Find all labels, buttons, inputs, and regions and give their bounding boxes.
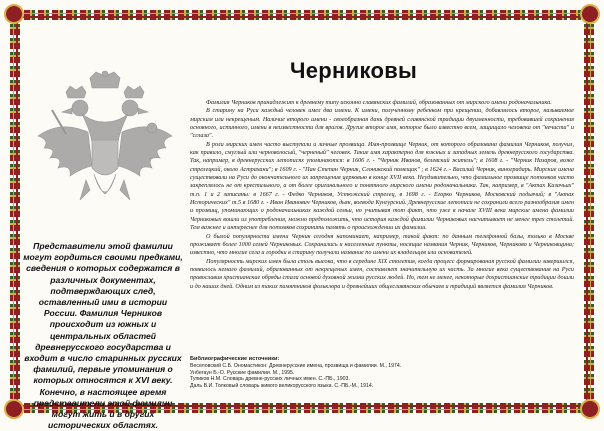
double-headed-eagle-emblem-icon [30,70,180,240]
body-paragraph: В роли мирских имен часто выступали и личные прозвища. Имя-прозвище Черник, от которого образована фамилия Черников, получил, как правило, смуглый или черноволосый, "черненый" человек. Такие имя характерно для южных и западных земель древнерусского государства. Так, например, в древнерусских летописях упоминаются: в 1606 г. - "Черник Иванов, белевский житель"; в 1608 г. - "Черник Назаров, воже стрелецкий, около Астрахани"; в 1609 г. - "Пан Степан Черник, Слоникский помещик" ; в 1624 г. - Василий Черник, виноградарь. Мирские имена существовали на Руси до окончательного их запрещения церковью в конце XVII века. Неудивительно, что фамильное прозвище потомков часто закреплялось не от крестильного, а от более оригинального и понятного мирского имени родоначальника. Так, например, в "Актах Казачьих" т.п. 1 и 2 записаны: в 1667 г. - Федко Черников, Устюжский стрелец, в 1698 г. - Егорко Черников, Московский подьячий; в "Актах Исторических" т.5 в 1680 г. - Иван Иванович Черников, дьяк, воевода Кунгурский. Древнерусские летописи не сохранили всего разнообразия имен и прозвищ, упоминающих о родоначальниках каждой семьи, но учитывая тот факт, что уже в начале XVIII века мирские имена фамилии Черниковых вошли из употребления, можно предположить, что история каждой фамилии Черниковых насчитывает не менее трех столетий. Тем важнее и интереснее для потомков сохранить память о происхождении их фамилии. [190,141,574,232]
bibliography-heading: Библиографические источники: [190,356,280,362]
body-paragraph: Фамилия Черников принадлежит к древнему типу исконно славянских фамилий, образованных от мирского имени родоначальника. [206,100,552,106]
corner-ornament [4,4,24,24]
corner-ornament [580,399,600,419]
body-paragraph: О былой популярности имени Черник сегодня напоминает, например, такой факт: по данным телефонной базы, только в Москве проживает более 1000 семей Черниковых. Сохранились и населенные пункты, носящие названия Черник, Черников, Черниково и Черниковщина; известно, что многие села и городки в старину получали название по имени их владельцев или основателей. [190,233,574,257]
page-title: Черниковы [290,58,418,83]
corner-ornament [4,399,24,419]
family-summary-caption: Представители этой фамилии могут гордиться своими предками, сведения о которых содержатся в различных документах, подтверждающих след, оставленный ими в истории России. Фамилия Черников происходит из южных и центральных областей древнерусского государства и входит в число старинных русских фамилий, первые упоминания о которых относятся к XVI веку. Конечно, в настоящее время представители этой фамилии могут жить и в других исторических областях. [23,241,183,431]
bibliography-item: Даль В.И. Толковый словарь живого великорусского языка. С.-ПБ.-М., 1914. [190,382,374,389]
body-paragraph: В старину на Руси каждый человек имел два имени. К имени, полученному ребенком при крещении, добавлялось второе, называемое мирским или некрещеным. Наличие второго имени - своеобразная дань древней славянской традиции двуименности, требовавшей сохранения основного, истинного, имени в неизвестности для врагов. Другие второе имя, которое было известно всем, защищало человека от "нечисти" и "сглаза". [190,108,574,140]
body-paragraph: Популярность мирских имен была столь высока, что в середине XIX столетия, когда процесс формирования русской фамилии завершился, появилось немало фамилий, образованных от некрещеных имен, составляет значительную их часть. За многие века существования на Руси православия христианские обряды стали основой духовной жизни русских людей. Но, тем не менее, некоторые дохристианские традиции дошли и до наших дней. Одним из таких памятников фольклора и древнейших общеславянских обычаев и традиций является фамилия Черников. [190,258,574,290]
bibliography-item: Тупиков Н.М. Словарь древне-русских личных имен. С.-ПБ., 1903. [190,376,350,383]
bibliography-item: Веселовский С.Б. Ономастикон: Древнерусские имена, прозвища и фамилии. М., 1974. [190,363,402,370]
bibliography-item: Унбегаун Б.-О. Русские фамилии. М., 1995. [190,369,295,376]
bibliography [190,356,574,389]
family-history-text [190,99,574,291]
corner-ornament [580,4,600,24]
